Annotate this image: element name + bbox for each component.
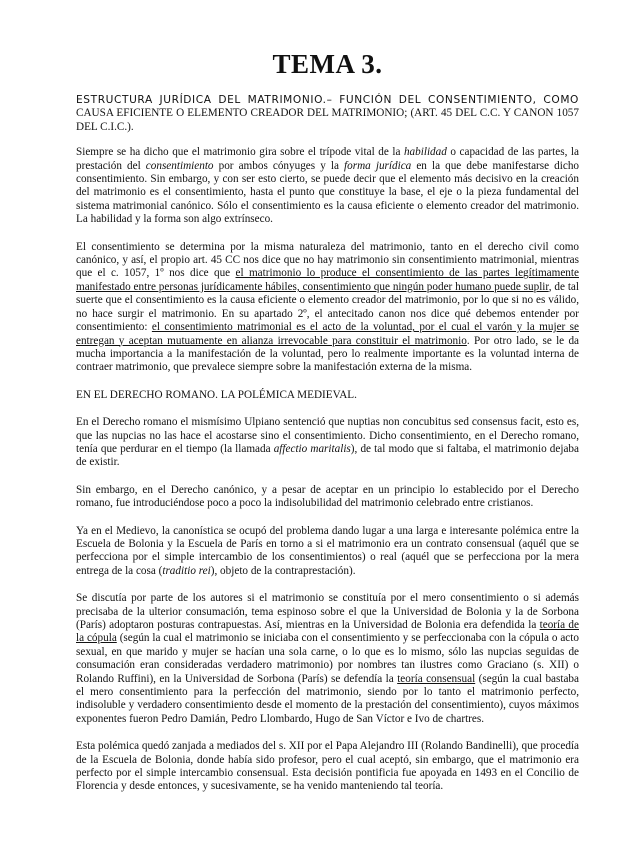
p6-text-a: Se discutía por parte de los autores si el matrimonio se constituía por el mero consentimiento o si además precisaba de la ulterior consumación, tema espinoso sobre el que la Universidad de Bolonia y la de Sorbona (París) adoptaron posturas contrapuestas. Así, mientras en la Universidad de Bolonia era defendida la	[76, 592, 579, 631]
p5-text-c: ), objeto de la contraprestación).	[210, 564, 356, 577]
p2-underlined-definition: el consentimiento matrimonial es el acto de la voluntad, por el cual el varón y la mujer se entregan y aceptan mutuamente en alianza irrevocable para constituir el matrimonio	[76, 321, 579, 347]
paragraph-4: Sin embargo, en el Derecho canónico, y a pesar de aceptar en un principio lo establecido por el Derecho romano, fue introduciéndose poco a poco la indisolubilidad del matrimonio celebrado entre cristianos.	[76, 483, 579, 510]
p6-underlined-teoria-copula: teoría de la cópula	[76, 619, 579, 645]
paragraph-3	[76, 416, 579, 470]
subtitle-rest: CAUSA EFICIENTE O ELEMENTO CREADOR DEL MATRIMONIO; (ART. 45 DEL C.C. Y CANON 1057 DEL C.I.C.).	[76, 107, 579, 133]
paragraph-2	[76, 241, 579, 375]
paragraph-6	[76, 592, 579, 726]
p3-text-c: ), de tal modo que si faltaba, el matrimonio dejaba de existir.	[76, 442, 579, 469]
p1-italic-habilidad: habilidad	[403, 146, 447, 159]
p6-text-c: (según la cual el matrimonio se iniciaba con el consentimiento y se perfeccionaba con la cópula o acto sexual, en que marido y mujer se hacían una sola carne, o lo que es lo mismo, sólo las nupcias seguidas de consumación eran consideradas verdadero matrimonio) por nombres tan ilustres como Graciano (s. XII) o Rolando Ruffini), en la Universidad de Sorbona (París) se defendía la	[76, 632, 579, 685]
p5-text-a: Ya en el Medievo, la canonística se ocupó del problema dando lugar a una larga e interesante polémica entre la Escuela de Bolonia y la Escuela de París en torno a si el matrimonio era un contrato consensual (aquél que se perfecciona por el simple intercambio de los consentimientos) o real (aquél que se perfecciona por la mera entrega de la cosa (	[76, 524, 579, 577]
p2-text-c: , de tal suerte que el consentimiento es la causa eficiente o elemento creador del matrimonio, por lo que si no es válido, no hace surgir el matrimonio. En su apartado 2º, el antecitado canon nos dice qué debemos entender por consentimiento:	[76, 280, 580, 334]
document-subtitle	[76, 94, 579, 134]
p2-underlined-canon-quote: el matrimonio lo produce el consentimiento de las partes legítimamente manifestado entre personas jurídicamente hábiles, consentimiento que ningún poder humano puede suplir	[76, 267, 579, 293]
p1-italic-consentimiento: consentimiento	[145, 159, 214, 172]
p6-text-e: (según la cual bastaba el mero consentimiento para la perfección del matrimonio, siendo por lo tanto el matrimonio perfecto, indisoluble y verdadero consentimiento desde el momento de la prestación del consentimiento), cuyos máximos exponentes fueron Pedro Damián, Pedro Llombardo, Hugo de San Víctor e Ivo de chartres.	[76, 672, 579, 725]
p2-text-a: El consentimiento se determina por la misma naturaleza del matrimonio, tanto en el derecho civil como canónico, y así, el propio art. 45 CC nos dice que no hay matrimonio sin consentimiento matrimonial, mientras que el c. 1057, 1º nos dice que	[76, 240, 579, 280]
p3-italic-affectio: affectio maritalis	[273, 442, 351, 455]
p1-italic-forma-juridica: forma jurídica	[344, 159, 412, 172]
p1-text-g: en la que debe manifestarse dicho consentimiento. Sin embargo, y con ser esto cierto, se puede decir que el elemento más decisivo en la creación del matrimonio es el consentimiento, hasta el punto que constituye la base, el eje o la pieza fundamental del sistema matrimonial canónico. Sólo el consentimiento es la causa eficiente o elemento creador del matrimonio. La habilidad y la forma son algo extrínseco.	[76, 159, 580, 226]
paragraph-7: Esta polémica quedó zanjada a mediados del s. XII por el Papa Alejandro III (Rolando Bandinelli), que procedía de la Escuela de Bolonia, donde había sido profesor, pero el cual aceptó, sin embargo, que el matrimonio era perfecto por el simple intercambio consensual. Esta decisión pontificia fue apoyada en 1493 en el Concilio de Florencia y desde entonces, y sucesivamente, se ha venido manteniendo tal teoría.	[76, 740, 579, 793]
p3-text-a: En el Derecho romano el mismísimo Ulpiano sentenció que nuptias non concubitus sed consensus facit, esto es, que las nupcias no las hace el acostarse sino el consentimiento. Dicho consentimiento, en el Derecho romano, tenía que perdurar en el tiempo (la llamada	[76, 416, 579, 455]
paragraph-5	[76, 525, 579, 579]
p1-text-c: o capacidad de las partes, la prestación del	[76, 146, 579, 172]
p5-italic-traditio: traditio rei	[162, 564, 211, 577]
section-heading: EN EL DERECHO ROMANO. LA POLÉMICA MEDIEVAL.	[76, 388, 357, 401]
page-title: TEMA 3.	[272, 49, 383, 79]
paragraph-1	[76, 146, 579, 226]
p1-text-e: por ambos cónyuges y la	[213, 159, 345, 172]
subtitle-caps: ESTRUCTURA JURÍDICA DEL MATRIMONIO.– FUNCIÓN DEL CONSENTIMIENTO, COMO	[76, 94, 579, 106]
p6-underlined-teoria-consensual: teoría consensual	[397, 672, 476, 685]
p1-text-a: Siempre se ha dicho que el matrimonio gira sobre el trípode vital de la	[76, 146, 404, 159]
p2-text-e: . Por otro lado, se le da mucha importancia a la manifestación de la voluntad, pero lo realmente importante es la voluntad interna de contraer matrimonio, que prevalece siempre sobre la manifestación externa de la misma.	[76, 334, 580, 374]
